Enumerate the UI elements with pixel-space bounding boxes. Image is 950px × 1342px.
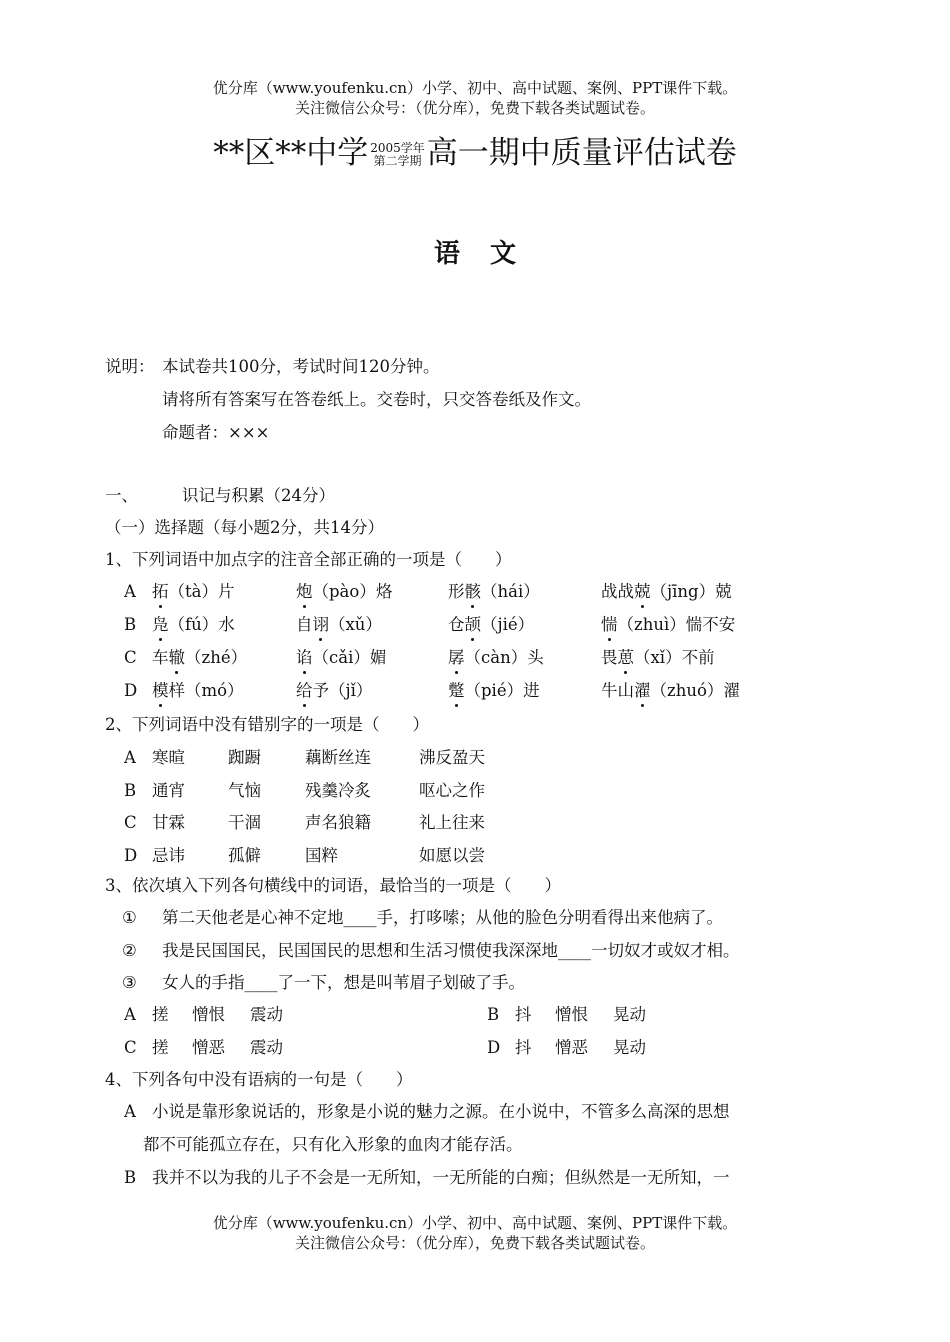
q3-option-item: 晃动 xyxy=(613,1037,646,1057)
q2-option-letter: A xyxy=(124,748,136,767)
q2-option-item: 忌讳 xyxy=(152,845,185,865)
q2-option-item: 踟蹰 xyxy=(228,748,261,767)
item-text: 仓 xyxy=(448,615,465,634)
subject-heading: 语文 xyxy=(433,239,546,269)
q4-option-b-line-1: 我并不以为我的儿子不会是一无所知，一无所能的白痴；但纵然是一无所知，一 xyxy=(152,1168,730,1187)
q4-option-a-letter: A xyxy=(124,1102,136,1121)
q2-option-item: 声名狼籍 xyxy=(305,813,371,832)
q1-option-item xyxy=(448,647,544,669)
section-number: 一、 xyxy=(105,486,138,505)
q1-option-item xyxy=(296,647,386,669)
q1-option-item xyxy=(296,680,372,702)
item-text: （tà）片 xyxy=(168,582,235,601)
item-text: 畏 xyxy=(601,648,618,667)
dotted-char: 兢 xyxy=(634,582,651,601)
q3-sentence-number: ③ xyxy=(122,973,137,992)
q2-option-item: 藕断丝连 xyxy=(305,748,371,767)
item-text: 形 xyxy=(448,582,465,601)
item-text: （xǔ） xyxy=(329,615,382,634)
q3-sentence-text: 我是民国国民，民国国民的思想和生活习惯使我深深地____一切奴才或奴才相。 xyxy=(162,940,740,960)
header-line-2: 关注微信公众号：（优分库），免费下载各类试题试卷。 xyxy=(294,99,655,117)
item-text: （pào）烙 xyxy=(312,582,393,601)
q3-sentence-number: ① xyxy=(122,908,137,927)
notes-line-2: 请将所有答案写在答卷纸上。交卷时，只交答卷纸及作文。 xyxy=(162,390,591,409)
dotted-char: 诩 xyxy=(312,615,329,634)
q3-sentence-text: 第二天他老是心神不定地____手，打哆嗦；从他的脸色分明看得出来他病了。 xyxy=(162,908,723,927)
q1-option-item xyxy=(296,614,382,636)
title-suffix: 高一期中质量评估试卷 xyxy=(426,135,737,171)
item-text: （hái） xyxy=(481,582,540,601)
notes-line-1: 本试卷共100分，考试时间120分钟。 xyxy=(162,357,440,376)
q3-option-item: 抖 xyxy=(515,1037,532,1057)
q1-option-item xyxy=(448,581,540,603)
dotted-char: 模 xyxy=(152,681,169,700)
item-text: （jīng）兢 xyxy=(650,582,732,601)
dotted-char: 骸 xyxy=(464,582,481,601)
q1-option-item xyxy=(152,581,234,603)
exam-title xyxy=(0,133,950,173)
dotted-char: 孱 xyxy=(448,648,465,667)
title-term-stack xyxy=(370,142,425,168)
notes-label: 说明： xyxy=(105,357,155,376)
q3-option-item: 憎恶 xyxy=(192,1037,225,1057)
q3-option-letter: B xyxy=(487,1005,500,1024)
q1-option-item xyxy=(601,614,735,636)
dotted-char: 颉 xyxy=(464,615,481,634)
q1-option-letter: B xyxy=(124,615,137,634)
dotted-char: 给 xyxy=(296,681,313,700)
q1-option-item xyxy=(152,614,235,636)
item-text: （cǎi）媚 xyxy=(312,648,387,667)
question-2-stem: 2、下列词语中没有错别字的一项是（ ） xyxy=(105,715,429,734)
item-text: 牛山 xyxy=(601,681,634,700)
q1-option-item xyxy=(601,647,715,669)
q2-option-item: 通宵 xyxy=(152,780,185,800)
page-footer xyxy=(0,1213,950,1253)
q1-option-letter: C xyxy=(124,648,137,667)
item-text: 车 xyxy=(152,648,169,667)
q3-option-item: 憎恨 xyxy=(555,1005,588,1024)
item-text: 战战 xyxy=(601,582,634,601)
footer-line-2: 关注微信公众号：（优分库），免费下载各类试题试卷。 xyxy=(294,1234,655,1252)
item-text: 予（jǐ） xyxy=(312,681,373,700)
q1-option-letter: D xyxy=(124,681,138,700)
q2-option-item: 孤僻 xyxy=(228,845,261,865)
q3-option-letter: C xyxy=(124,1037,137,1057)
q3-option-item: 晃动 xyxy=(613,1005,646,1024)
q2-option-item: 沸反盈天 xyxy=(419,748,485,767)
q2-option-item: 气恼 xyxy=(228,780,261,800)
dotted-char: 凫 xyxy=(152,615,169,634)
q1-option-item xyxy=(152,647,247,669)
dotted-char: 惴 xyxy=(601,615,618,634)
dotted-char: 炮 xyxy=(296,582,313,601)
item-text: 自 xyxy=(296,615,313,634)
q2-option-item: 如愿以尝 xyxy=(419,845,485,865)
dotted-char: 辙 xyxy=(168,648,185,667)
question-1-stem: 1、下列词语中加点字的注音全部正确的一项是（ ） xyxy=(105,550,512,569)
dotted-char: 葸 xyxy=(617,648,634,667)
q1-option-item xyxy=(296,581,392,603)
item-text: （zhuó）濯 xyxy=(650,681,740,700)
q1-option-item xyxy=(152,680,244,702)
title-prefix: **区**中学 xyxy=(213,135,369,171)
q1-option-letter: A xyxy=(124,582,136,601)
q2-option-item: 国粹 xyxy=(305,845,338,865)
q3-option-letter: A xyxy=(124,1005,136,1024)
q2-option-letter: D xyxy=(124,845,138,865)
q3-option-item: 搓 xyxy=(152,1037,169,1057)
q2-option-item: 甘霖 xyxy=(152,813,185,832)
q3-option-item: 震动 xyxy=(250,1037,283,1057)
q3-option-item: 搓 xyxy=(152,1005,169,1024)
item-text: （fú）水 xyxy=(168,615,235,634)
q2-option-letter: B xyxy=(124,780,137,800)
dotted-char: 拓 xyxy=(152,582,169,601)
q1-option-item xyxy=(448,614,534,636)
q4-option-a-line-2: 都不可能孤立存在，只有化入形象的血肉才能存活。 xyxy=(143,1135,523,1154)
q3-option-item: 憎恶 xyxy=(555,1037,588,1057)
title-stack-bottom: 第二学期 xyxy=(373,153,422,168)
q2-option-letter: C xyxy=(124,813,137,832)
q1-option-item xyxy=(601,680,740,702)
page-header xyxy=(0,78,950,118)
q2-option-item: 干涸 xyxy=(228,813,261,832)
section-title: 识记与积累（24分） xyxy=(182,486,335,505)
q1-option-item xyxy=(448,680,540,702)
q4-option-b-letter: B xyxy=(124,1168,137,1187)
q4-option-a-line-1: 小说是靠形象说话的，形象是小说的魅力之源。在小说中，不管多么高深的思想 xyxy=(152,1102,730,1121)
q2-option-item: 礼上往来 xyxy=(419,813,485,832)
q3-sentence-number: ② xyxy=(122,940,137,960)
q3-option-letter: D xyxy=(487,1037,501,1057)
header-line-1: 优分库（www.youfenku.cn）小学、初中、高中试题、案例、PPT课件下载。 xyxy=(212,79,738,97)
item-text: （zhé） xyxy=(185,648,248,667)
dotted-char: 谄 xyxy=(296,648,313,667)
item-text: （pié）进 xyxy=(464,681,540,700)
q2-option-item: 残羹冷炙 xyxy=(305,780,371,800)
subsection-title: （一）选择题（每小题2分，共14分） xyxy=(105,518,384,537)
q2-option-item: 寒暄 xyxy=(152,748,185,767)
q3-option-item: 震动 xyxy=(250,1005,283,1024)
dotted-char: 濯 xyxy=(634,681,651,700)
item-text: （zhuì）惴不安 xyxy=(617,615,736,634)
item-text: 样（mó） xyxy=(168,681,244,700)
subject-heading-wrap xyxy=(0,233,950,270)
q3-sentence-text: 女人的手指____了一下，想是叫苇眉子划破了手。 xyxy=(162,973,525,992)
q2-option-item: 呕心之作 xyxy=(419,780,485,800)
item-text: （càn）头 xyxy=(464,648,544,667)
footer-line-1: 优分库（www.youfenku.cn）小学、初中、高中试题、案例、PPT课件下载。 xyxy=(212,1214,738,1232)
notes-line-3: 命题者：××× xyxy=(162,423,270,442)
q1-option-item xyxy=(601,581,732,603)
q3-option-item: 憎恨 xyxy=(192,1005,225,1024)
item-text: （xǐ）不前 xyxy=(634,648,715,667)
question-4-stem: 4、下列各句中没有语病的一句是（ ） xyxy=(105,1070,413,1089)
item-text: （jié） xyxy=(481,615,535,634)
q3-option-item: 抖 xyxy=(515,1005,532,1024)
dotted-char: 蹩 xyxy=(448,681,465,700)
question-3-stem: 3、依次填入下列各句横线中的词语，最恰当的一项是（ ） xyxy=(105,876,561,895)
title-stack-top: 2005学年 xyxy=(370,140,425,155)
